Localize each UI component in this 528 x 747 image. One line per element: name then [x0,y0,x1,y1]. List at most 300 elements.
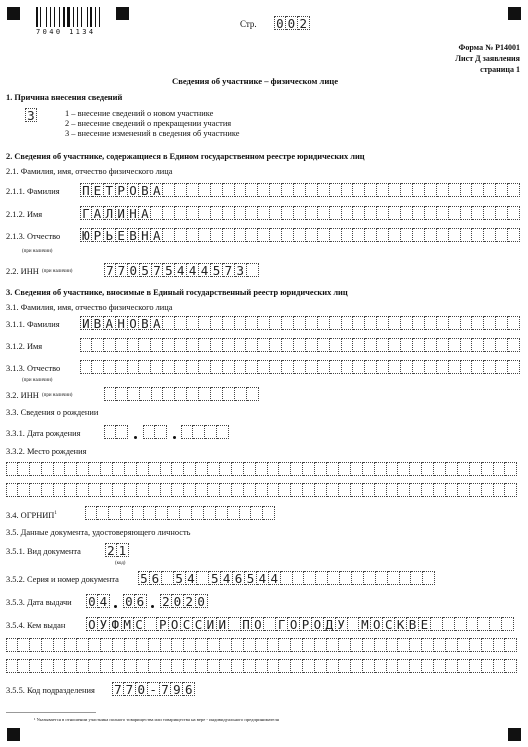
char-cell[interactable] [437,338,449,352]
char-cell[interactable]: Ь [104,228,116,242]
char-cell[interactable] [351,462,363,476]
char-cell[interactable] [330,316,342,330]
char-cell[interactable] [410,462,422,476]
char-cell[interactable] [318,206,330,220]
char-cell[interactable]: 7 [116,263,128,277]
char-cell[interactable] [223,360,235,374]
char-cell[interactable] [184,483,196,497]
char-cell[interactable] [363,659,375,673]
char-cell[interactable]: Е [419,617,431,631]
char-cell[interactable] [6,483,18,497]
char-cell[interactable] [161,483,173,497]
char-cell[interactable] [235,387,247,401]
char-cell[interactable] [410,638,422,652]
s3-issue-day-field[interactable] [86,594,110,608]
char-cell[interactable]: Е [116,228,128,242]
char-cell[interactable] [401,316,413,330]
char-cell[interactable] [413,228,425,242]
char-cell[interactable]: О [128,316,140,330]
char-cell[interactable] [235,206,247,220]
char-cell[interactable] [208,638,220,652]
char-cell[interactable] [508,228,520,242]
char-cell[interactable] [137,483,149,497]
char-cell[interactable]: Н [139,228,151,242]
char-cell[interactable] [140,387,152,401]
char-cell[interactable]: О [169,617,181,631]
char-cell[interactable] [268,638,280,652]
char-cell[interactable]: 7 [160,682,172,696]
char-cell[interactable]: 5 [209,571,221,585]
char-cell[interactable] [327,483,339,497]
char-cell[interactable] [161,638,173,652]
char-cell[interactable] [163,206,175,220]
char-cell[interactable] [389,206,401,220]
char-cell[interactable] [365,316,377,330]
char-cell[interactable] [342,338,354,352]
char-cell[interactable] [449,183,461,197]
char-cell[interactable] [244,659,256,673]
char-cell[interactable] [389,360,401,374]
char-cell[interactable] [377,183,389,197]
s3-birth-place-field-row2[interactable] [6,483,517,497]
char-cell[interactable] [449,206,461,220]
char-cell[interactable] [342,183,354,197]
char-cell[interactable] [375,638,387,652]
char-cell[interactable] [422,659,434,673]
char-cell[interactable] [294,183,306,197]
char-cell[interactable] [128,387,140,401]
char-cell[interactable] [306,183,318,197]
char-cell[interactable] [364,571,376,585]
char-cell[interactable] [199,316,211,330]
char-cell[interactable] [401,338,413,352]
char-cell[interactable] [101,638,113,652]
s2-name-field[interactable] [80,206,520,220]
char-cell[interactable] [42,638,54,652]
s3-birth-year-field[interactable] [181,425,229,439]
char-cell[interactable] [318,228,330,242]
char-cell[interactable] [235,316,247,330]
char-cell[interactable] [353,338,365,352]
char-cell[interactable] [353,183,365,197]
char-cell[interactable] [270,316,282,330]
char-cell[interactable]: 0 [86,594,98,608]
char-cell[interactable] [6,659,18,673]
char-cell[interactable] [377,228,389,242]
char-cell[interactable] [282,206,294,220]
char-cell[interactable] [77,659,89,673]
char-cell[interactable] [425,183,437,197]
char-cell[interactable] [306,228,318,242]
char-cell[interactable] [104,425,116,439]
char-cell[interactable] [291,638,303,652]
char-cell[interactable]: Ф [110,617,122,631]
char-cell[interactable] [422,462,434,476]
char-cell[interactable] [365,206,377,220]
char-cell[interactable] [377,206,389,220]
char-cell[interactable] [389,316,401,330]
char-cell[interactable] [42,462,54,476]
char-cell[interactable] [232,483,244,497]
char-cell[interactable] [508,183,520,197]
char-cell[interactable] [461,228,473,242]
char-cell[interactable] [172,659,184,673]
char-cell[interactable]: Г [80,206,92,220]
char-cell[interactable] [161,462,173,476]
char-cell[interactable] [351,483,363,497]
char-cell[interactable] [220,659,232,673]
char-cell[interactable] [470,638,482,652]
char-cell[interactable] [270,206,282,220]
char-cell[interactable] [258,316,270,330]
char-cell[interactable] [377,316,389,330]
char-cell[interactable] [192,506,204,520]
s3-name-field[interactable] [80,338,520,352]
char-cell[interactable]: 7 [124,682,136,696]
char-cell[interactable]: Д [324,617,336,631]
char-cell[interactable] [144,506,156,520]
s3-patronymic-field[interactable] [80,360,520,374]
char-cell[interactable] [30,638,42,652]
char-cell[interactable] [365,183,377,197]
char-cell[interactable] [92,360,104,374]
char-cell[interactable] [125,483,137,497]
char-cell[interactable]: П [80,183,92,197]
char-cell[interactable]: 7 [112,682,124,696]
char-cell[interactable] [143,425,155,439]
char-cell[interactable]: О [371,617,383,631]
char-cell[interactable]: М [122,617,134,631]
char-cell[interactable] [208,462,220,476]
char-cell[interactable] [163,387,175,401]
char-cell[interactable]: 6 [183,682,195,696]
char-cell[interactable] [156,506,168,520]
char-cell[interactable] [42,659,54,673]
char-cell[interactable] [508,338,520,352]
char-cell[interactable] [303,659,315,673]
char-cell[interactable] [246,228,258,242]
char-cell[interactable] [425,360,437,374]
char-cell[interactable]: 3 [235,263,247,277]
char-cell[interactable]: 5 [245,571,257,585]
char-cell[interactable] [155,425,167,439]
char-cell[interactable] [467,617,479,631]
char-cell[interactable] [54,659,66,673]
char-cell[interactable] [446,638,458,652]
char-cell[interactable] [268,462,280,476]
char-cell[interactable] [294,206,306,220]
char-cell[interactable]: О [252,617,264,631]
char-cell[interactable] [413,316,425,330]
char-cell[interactable] [387,638,399,652]
char-cell[interactable] [270,228,282,242]
char-cell[interactable] [77,462,89,476]
s2-inn-field[interactable] [104,263,259,277]
char-cell[interactable] [137,659,149,673]
s3-doc-series-field[interactable] [138,571,435,585]
char-cell[interactable] [187,183,199,197]
char-cell[interactable]: 0 [128,263,140,277]
char-cell[interactable] [220,638,232,652]
char-cell[interactable]: 7 [104,263,116,277]
char-cell[interactable] [247,263,259,277]
char-cell[interactable] [496,206,508,220]
char-cell[interactable] [270,360,282,374]
char-cell[interactable]: И [116,206,128,220]
char-cell[interactable] [425,338,437,352]
char-cell[interactable] [351,659,363,673]
char-cell[interactable] [113,483,125,497]
s3-birth-day-field[interactable] [104,425,128,439]
char-cell[interactable] [496,228,508,242]
char-cell[interactable] [113,638,125,652]
char-cell[interactable] [113,659,125,673]
char-cell[interactable]: 4 [221,571,233,585]
char-cell[interactable]: 0 [286,16,298,30]
char-cell[interactable]: 0 [136,682,148,696]
char-cell[interactable] [496,360,508,374]
char-cell[interactable] [251,506,263,520]
char-cell[interactable]: И [80,316,92,330]
char-cell[interactable] [318,338,330,352]
char-cell[interactable] [437,183,449,197]
char-cell[interactable] [482,462,494,476]
char-cell[interactable] [163,360,175,374]
char-cell[interactable] [328,571,340,585]
char-cell[interactable] [270,183,282,197]
char-cell[interactable] [168,506,180,520]
char-cell[interactable] [175,360,187,374]
char-cell[interactable]: 6 [135,594,147,608]
char-cell[interactable]: Е [92,183,104,197]
char-cell[interactable]: 4 [186,571,198,585]
char-cell[interactable] [199,228,211,242]
char-cell[interactable]: П [241,617,253,631]
char-cell[interactable] [494,659,506,673]
char-cell[interactable] [246,183,258,197]
char-cell[interactable] [315,483,327,497]
char-cell[interactable] [187,387,199,401]
s3-issued-by-field-row1[interactable] [86,617,514,631]
char-cell[interactable] [446,483,458,497]
char-cell[interactable] [175,206,187,220]
char-cell[interactable] [400,571,412,585]
char-cell[interactable] [162,571,174,585]
char-cell[interactable] [152,387,164,401]
char-cell[interactable]: 6 [233,571,245,585]
char-cell[interactable] [151,360,163,374]
char-cell[interactable] [449,360,461,374]
char-cell[interactable] [294,316,306,330]
s3-issue-month-field[interactable] [123,594,147,608]
char-cell[interactable] [303,462,315,476]
char-cell[interactable] [145,617,157,631]
char-cell[interactable] [401,228,413,242]
char-cell[interactable] [125,462,137,476]
char-cell[interactable] [505,483,517,497]
char-cell[interactable] [330,228,342,242]
char-cell[interactable] [484,360,496,374]
s3-ogrnip-field[interactable] [85,506,275,520]
char-cell[interactable]: 9 [171,682,183,696]
char-cell[interactable] [330,183,342,197]
char-cell[interactable]: Н [116,316,128,330]
char-cell[interactable] [163,316,175,330]
char-cell[interactable] [496,316,508,330]
char-cell[interactable] [389,228,401,242]
char-cell[interactable] [458,462,470,476]
char-cell[interactable] [235,338,247,352]
char-cell[interactable] [258,206,270,220]
char-cell[interactable] [232,638,244,652]
char-cell[interactable] [109,506,121,520]
char-cell[interactable] [303,483,315,497]
char-cell[interactable] [437,360,449,374]
char-cell[interactable] [365,338,377,352]
char-cell[interactable] [494,462,506,476]
char-cell[interactable]: А [151,228,163,242]
char-cell[interactable] [423,571,435,585]
char-cell[interactable] [330,206,342,220]
char-cell[interactable] [437,206,449,220]
char-cell[interactable] [187,206,199,220]
char-cell[interactable] [199,183,211,197]
char-cell[interactable] [54,638,66,652]
char-cell[interactable]: 4 [98,594,110,608]
char-cell[interactable]: Р [92,228,104,242]
char-cell[interactable] [348,617,360,631]
char-cell[interactable] [425,206,437,220]
char-cell[interactable]: 2 [298,16,310,30]
char-cell[interactable] [387,483,399,497]
char-cell[interactable] [484,316,496,330]
char-cell[interactable] [6,638,18,652]
char-cell[interactable] [197,571,209,585]
char-cell[interactable] [315,659,327,673]
char-cell[interactable] [496,338,508,352]
char-cell[interactable] [472,316,484,330]
char-cell[interactable]: А [139,206,151,220]
char-cell[interactable]: 0 [196,594,208,608]
char-cell[interactable] [342,360,354,374]
char-cell[interactable]: А [151,316,163,330]
char-cell[interactable] [264,617,276,631]
char-cell[interactable]: С [193,617,205,631]
char-cell[interactable] [223,338,235,352]
char-cell[interactable] [196,462,208,476]
char-cell[interactable] [318,316,330,330]
char-cell[interactable] [211,183,223,197]
char-cell[interactable] [330,360,342,374]
char-cell[interactable] [282,228,294,242]
char-cell[interactable] [270,338,282,352]
char-cell[interactable] [443,617,455,631]
char-cell[interactable]: А [151,183,163,197]
char-cell[interactable]: Р [300,617,312,631]
char-cell[interactable] [208,483,220,497]
char-cell[interactable] [388,571,400,585]
char-cell[interactable] [353,206,365,220]
char-cell[interactable] [116,387,128,401]
char-cell[interactable] [303,638,315,652]
char-cell[interactable]: Т [104,183,116,197]
char-cell[interactable] [256,462,268,476]
char-cell[interactable] [223,206,235,220]
char-cell[interactable] [116,425,128,439]
char-cell[interactable] [246,206,258,220]
char-cell[interactable] [263,506,275,520]
char-cell[interactable] [211,206,223,220]
char-cell[interactable]: 2 [184,594,196,608]
char-cell[interactable]: О [128,183,140,197]
char-cell[interactable] [151,338,163,352]
char-cell[interactable]: О [86,617,98,631]
char-cell[interactable] [258,183,270,197]
char-cell[interactable] [220,483,232,497]
char-cell[interactable] [306,206,318,220]
s3-issued-by-field-row2[interactable] [6,638,517,652]
char-cell[interactable] [413,360,425,374]
char-cell[interactable] [211,338,223,352]
char-cell[interactable] [89,659,101,673]
char-cell[interactable] [505,659,517,673]
char-cell[interactable] [268,483,280,497]
char-cell[interactable] [502,617,514,631]
char-cell[interactable] [375,462,387,476]
char-cell[interactable]: 0 [123,594,135,608]
char-cell[interactable] [293,571,305,585]
char-cell[interactable] [80,338,92,352]
char-cell[interactable] [291,462,303,476]
char-cell[interactable] [268,659,280,673]
char-cell[interactable]: О [312,617,324,631]
s2-surname-field[interactable] [80,183,520,197]
char-cell[interactable] [175,316,187,330]
char-cell[interactable] [401,183,413,197]
char-cell[interactable] [223,183,235,197]
char-cell[interactable] [342,316,354,330]
char-cell[interactable] [244,483,256,497]
char-cell[interactable] [139,360,151,374]
char-cell[interactable] [377,338,389,352]
char-cell[interactable] [351,638,363,652]
char-cell[interactable] [472,338,484,352]
char-cell[interactable] [149,483,161,497]
char-cell[interactable] [240,506,252,520]
char-cell[interactable] [196,638,208,652]
char-cell[interactable] [342,228,354,242]
char-cell[interactable] [401,206,413,220]
char-cell[interactable] [65,462,77,476]
char-cell[interactable] [413,183,425,197]
char-cell[interactable] [446,462,458,476]
char-cell[interactable] [184,659,196,673]
char-cell[interactable] [339,483,351,497]
char-cell[interactable] [80,360,92,374]
char-cell[interactable] [199,338,211,352]
s3-surname-field[interactable] [80,316,520,330]
char-cell[interactable] [228,506,240,520]
char-cell[interactable] [461,338,473,352]
char-cell[interactable] [6,462,18,476]
char-cell[interactable] [30,483,42,497]
char-cell[interactable] [437,228,449,242]
char-cell[interactable] [181,425,193,439]
char-cell[interactable] [172,638,184,652]
char-cell[interactable]: Л [104,206,116,220]
char-cell[interactable] [220,462,232,476]
char-cell[interactable]: В [139,316,151,330]
